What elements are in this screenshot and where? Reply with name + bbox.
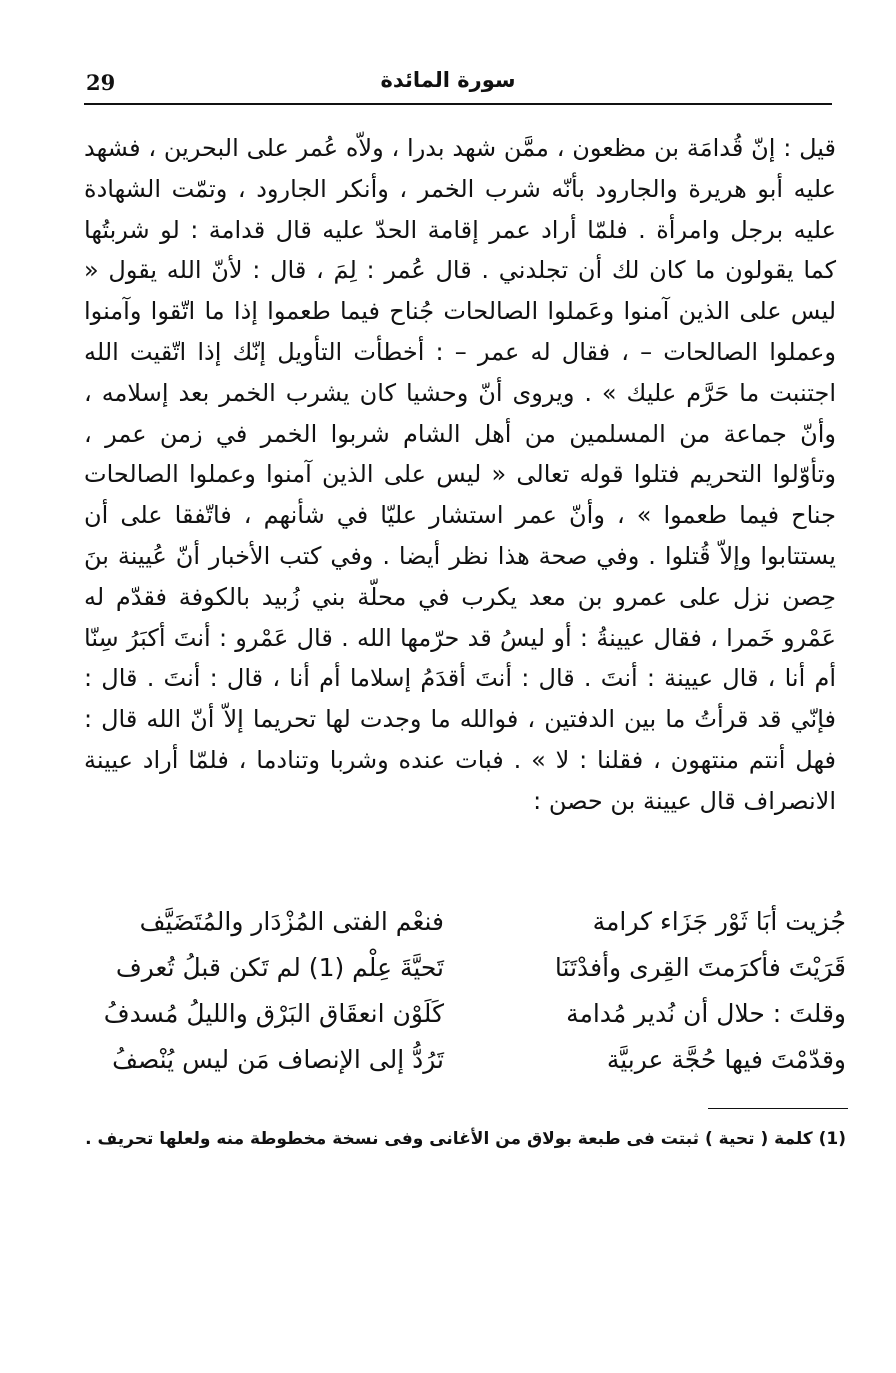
footnote-divider xyxy=(708,1108,848,1109)
poem-hemistich-first: وقدّمْتَ فيها حُجَّة عربيَّة xyxy=(606,1044,846,1074)
poem-hemistich-first: جُزيت أبَا ثَوْر جَزَاء كرامة xyxy=(592,906,846,936)
poem-hemistich-second: فنعْم الفتى المُزْدَار والمُتَضَيَّف xyxy=(139,906,444,936)
footnote: (1) كلمة ( تحية ) ثبتت فى طبعة بولاق من الأغانى وفى نسخة مخطوطة منه ولعلها تحريف . xyxy=(85,1129,846,1149)
poem-line xyxy=(84,990,846,1036)
poem xyxy=(84,898,846,1082)
poem-hemistich-second: كَلَوْن انعقَاق البَرْق والليلُ مُسدفُ xyxy=(103,998,444,1028)
page-number: 29 xyxy=(86,70,116,95)
poem-line xyxy=(84,898,846,944)
running-title: سورة المائدة xyxy=(380,68,516,92)
header-divider xyxy=(84,103,832,105)
poem-hemistich-second: تَحيَّةَ عِلْم (1) لم تَكن قبلُ تُعرف xyxy=(115,952,444,982)
poem-hemistich-second: تَرُدُّ إلى الإنصاف مَن ليس يُنْصفُ xyxy=(112,1044,444,1074)
poem-hemistich-first: وقلتَ : حلال أن نُدير مُدامة xyxy=(566,998,846,1028)
poem-line xyxy=(84,1036,846,1082)
poem-hemistich-first: قَرَيْتَ فأكرَمتَ القِرى وأفدْتَنَا xyxy=(554,952,846,982)
poem-line xyxy=(84,944,846,990)
body-paragraph: قيل : إنّ قُدامَة بن مظعون ، ممَّن شهد بدرا ، ولاّه عُمر على البحرين ، فشهد عليه أبو هريرة والجارود بأنّه شرب الخمر ، وأنكر الجارود ، وتمّت الشهادة عليه برجل وامرأة . فلمّا أراد عمر إقامة الحدّ عليه قال قدامة : لو شربتُها كما يقولون ما كان لك أن تجلدني . قال عُمر : لِمَ ، قال : لأنّ الله يقول « ليس على الذين آمنوا وعَملوا الصالحات جُناح فيما طعموا إذا ما اتّقوا وآمنوا وعملوا الصالحات – ، فقال له عمر – : أخطأت التأويل إنّك إذا اتّقيت الله اجتنبت ما حَرَّم عليك » . ويروى أنّ وحشيا كان يشرب الخمر بعد إسلامه ، وأنّ جماعة من المسلمين من أهل الشام شربوا الخمر في زمن عمر ، وتأوّلوا التحريم فتلوا قوله تعالى « ليس على الذين آمنوا وعملوا الصالحات جناح فيما طعموا » ، وأنّ عمر استشار عليّا في شأنهم ، فاتّفقا على أن يستتابوا وإلاّ قُتلوا . وفي صحة هذا نظر أيضا . وفي كتب الأخبار أنّ عُيينة بنَ حِصن نزل على عمرو بن معد يكرب في محلّة بني زُبيد بالكوفة فقدّم له عَمْرو خَمرا ، فقال عيينةُ : أو ليسُ قد حرّمها الله . قال عَمْرو : أنتَ أكبَرُ سِنّا أم أنا ، قال عيينة : أنتَ . قال : أنتَ أقدَمُ إسلاما أم أنا ، قال : أنتَ . قال : فإنّي قد قرأتُ ما بين الدفتين ، فوالله ما وجدت لها تحريما إلاّ أنّ الله قال : فهل أنتم منتهون ، فقلنا : لا » . فبات عنده وشربا وتنادما ، فلمّا أراد عيينة الانصراف قال عيينة بن حصن : xyxy=(84,134,836,815)
